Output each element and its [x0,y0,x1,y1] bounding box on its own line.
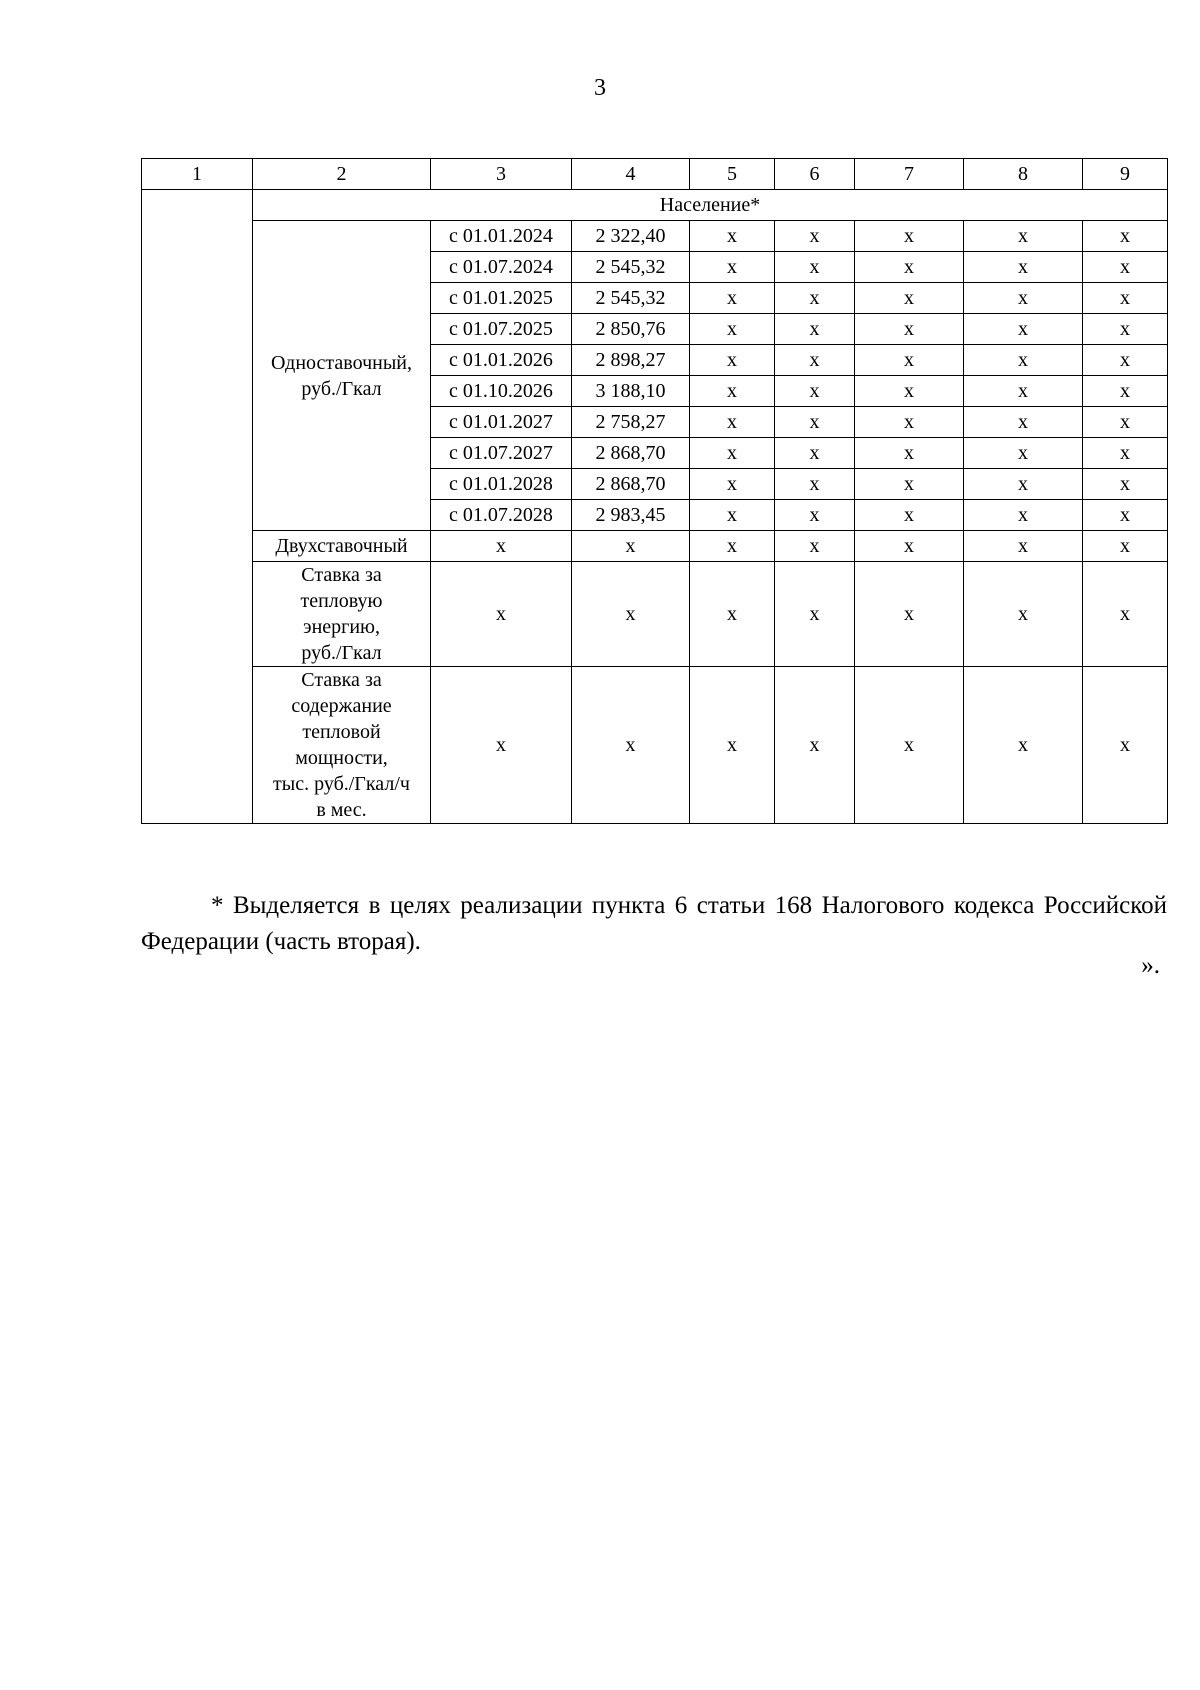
x-cell: x [775,500,855,531]
x-cell: x [690,438,775,469]
tariff-table [141,158,1168,824]
x-cell: x [964,667,1083,824]
two-rate-label: Двухставочный [253,531,431,562]
footnote: * Выделяется в целях реализации пункта 6 статьи 168 Налогового кодекса Российской Федерации (часть вторая). [141,892,1167,955]
x-cell: x [775,407,855,438]
column-number-9: 9 [1083,159,1168,190]
column-number-2: 2 [253,159,431,190]
period-cell: с 01.07.2024 [431,252,572,283]
x-cell: x [964,531,1083,562]
x-cell: x [690,221,775,252]
x-cell: x [855,531,964,562]
x-cell: x [431,667,572,824]
x-cell: x [690,314,775,345]
x-cell: x [964,407,1083,438]
period-cell: с 01.07.2028 [431,500,572,531]
x-cell: x [690,345,775,376]
value-cell: 2 868,70 [572,469,690,500]
x-cell: x [964,252,1083,283]
x-cell: x [1083,283,1168,314]
x-cell: x [855,221,964,252]
column-number-8: 8 [964,159,1083,190]
period-cell: с 01.10.2026 [431,376,572,407]
period-cell: с 01.01.2028 [431,469,572,500]
period-cell: с 01.01.2026 [431,345,572,376]
x-cell: x [1083,469,1168,500]
x-cell: x [1083,667,1168,824]
capacity-rate-label: Ставка за содержание тепловой мощности, тыс. руб./Гкал/ч в мес. [253,667,431,824]
value-cell: 2 868,70 [572,438,690,469]
x-cell: x [775,469,855,500]
column-number-row [142,159,1168,190]
x-cell: x [775,438,855,469]
value-cell: 2 545,32 [572,283,690,314]
table-row [142,221,1168,252]
x-cell: x [775,667,855,824]
period-cell: с 01.01.2024 [431,221,572,252]
x-cell: x [775,345,855,376]
x-cell: x [690,469,775,500]
closing-quote-mark: ». [1141,952,1160,979]
column-number-4: 4 [572,159,690,190]
single-rate-label: Одноставочный, руб./Гкал [253,221,431,531]
x-cell: x [1083,438,1168,469]
x-cell: x [964,562,1083,667]
value-cell: 2 758,27 [572,407,690,438]
x-cell: x [964,500,1083,531]
capacity-rate-row [142,667,1168,824]
x-cell: x [964,438,1083,469]
value-cell: 2 983,45 [572,500,690,531]
energy-rate-label: Ставка за тепловую энергию, руб./Гкал [253,562,431,667]
x-cell: x [964,221,1083,252]
x-cell: x [964,376,1083,407]
x-cell: x [690,667,775,824]
x-cell: x [1083,407,1168,438]
x-cell: x [1083,531,1168,562]
two-rate-row [142,531,1168,562]
x-cell: x [1083,500,1168,531]
x-cell: x [964,314,1083,345]
period-cell: с 01.01.2027 [431,407,572,438]
x-cell: x [690,531,775,562]
x-cell: x [775,531,855,562]
period-cell: с 01.07.2027 [431,438,572,469]
empty-first-column-cell [142,190,253,824]
x-cell: x [775,221,855,252]
value-cell: 2 322,40 [572,221,690,252]
x-cell: x [1083,376,1168,407]
x-cell: x [690,562,775,667]
x-cell: x [855,283,964,314]
column-number-7: 7 [855,159,964,190]
x-cell: x [855,500,964,531]
x-cell: x [775,562,855,667]
value-cell: 2 545,32 [572,252,690,283]
x-cell: x [1083,345,1168,376]
energy-rate-row [142,562,1168,667]
x-cell: x [855,345,964,376]
period-cell: с 01.07.2025 [431,314,572,345]
column-number-3: 3 [431,159,572,190]
x-cell: x [855,667,964,824]
section-row [142,190,1168,221]
x-cell: x [690,407,775,438]
value-cell: 2 898,27 [572,345,690,376]
x-cell: x [964,469,1083,500]
page-number: 3 [594,75,606,101]
x-cell: x [775,376,855,407]
x-cell: x [855,314,964,345]
x-cell: x [775,283,855,314]
column-number-1: 1 [142,159,253,190]
section-title: Население* [253,190,1168,221]
x-cell: x [690,283,775,314]
x-cell: x [1083,314,1168,345]
column-number-6: 6 [775,159,855,190]
x-cell: x [855,469,964,500]
x-cell: x [855,252,964,283]
x-cell: x [855,438,964,469]
period-cell: с 01.01.2025 [431,283,572,314]
x-cell: x [1083,252,1168,283]
x-cell: x [775,314,855,345]
x-cell: x [572,531,690,562]
x-cell: x [1083,562,1168,667]
x-cell: x [964,283,1083,314]
x-cell: x [431,562,572,667]
x-cell: x [690,252,775,283]
x-cell: x [775,252,855,283]
x-cell: x [1083,221,1168,252]
x-cell: x [431,531,572,562]
column-number-5: 5 [690,159,775,190]
x-cell: x [572,562,690,667]
x-cell: x [964,345,1083,376]
x-cell: x [572,667,690,824]
x-cell: x [690,376,775,407]
x-cell: x [855,407,964,438]
value-cell: 3 188,10 [572,376,690,407]
value-cell: 2 850,76 [572,314,690,345]
x-cell: x [855,562,964,667]
x-cell: x [855,376,964,407]
x-cell: x [690,500,775,531]
